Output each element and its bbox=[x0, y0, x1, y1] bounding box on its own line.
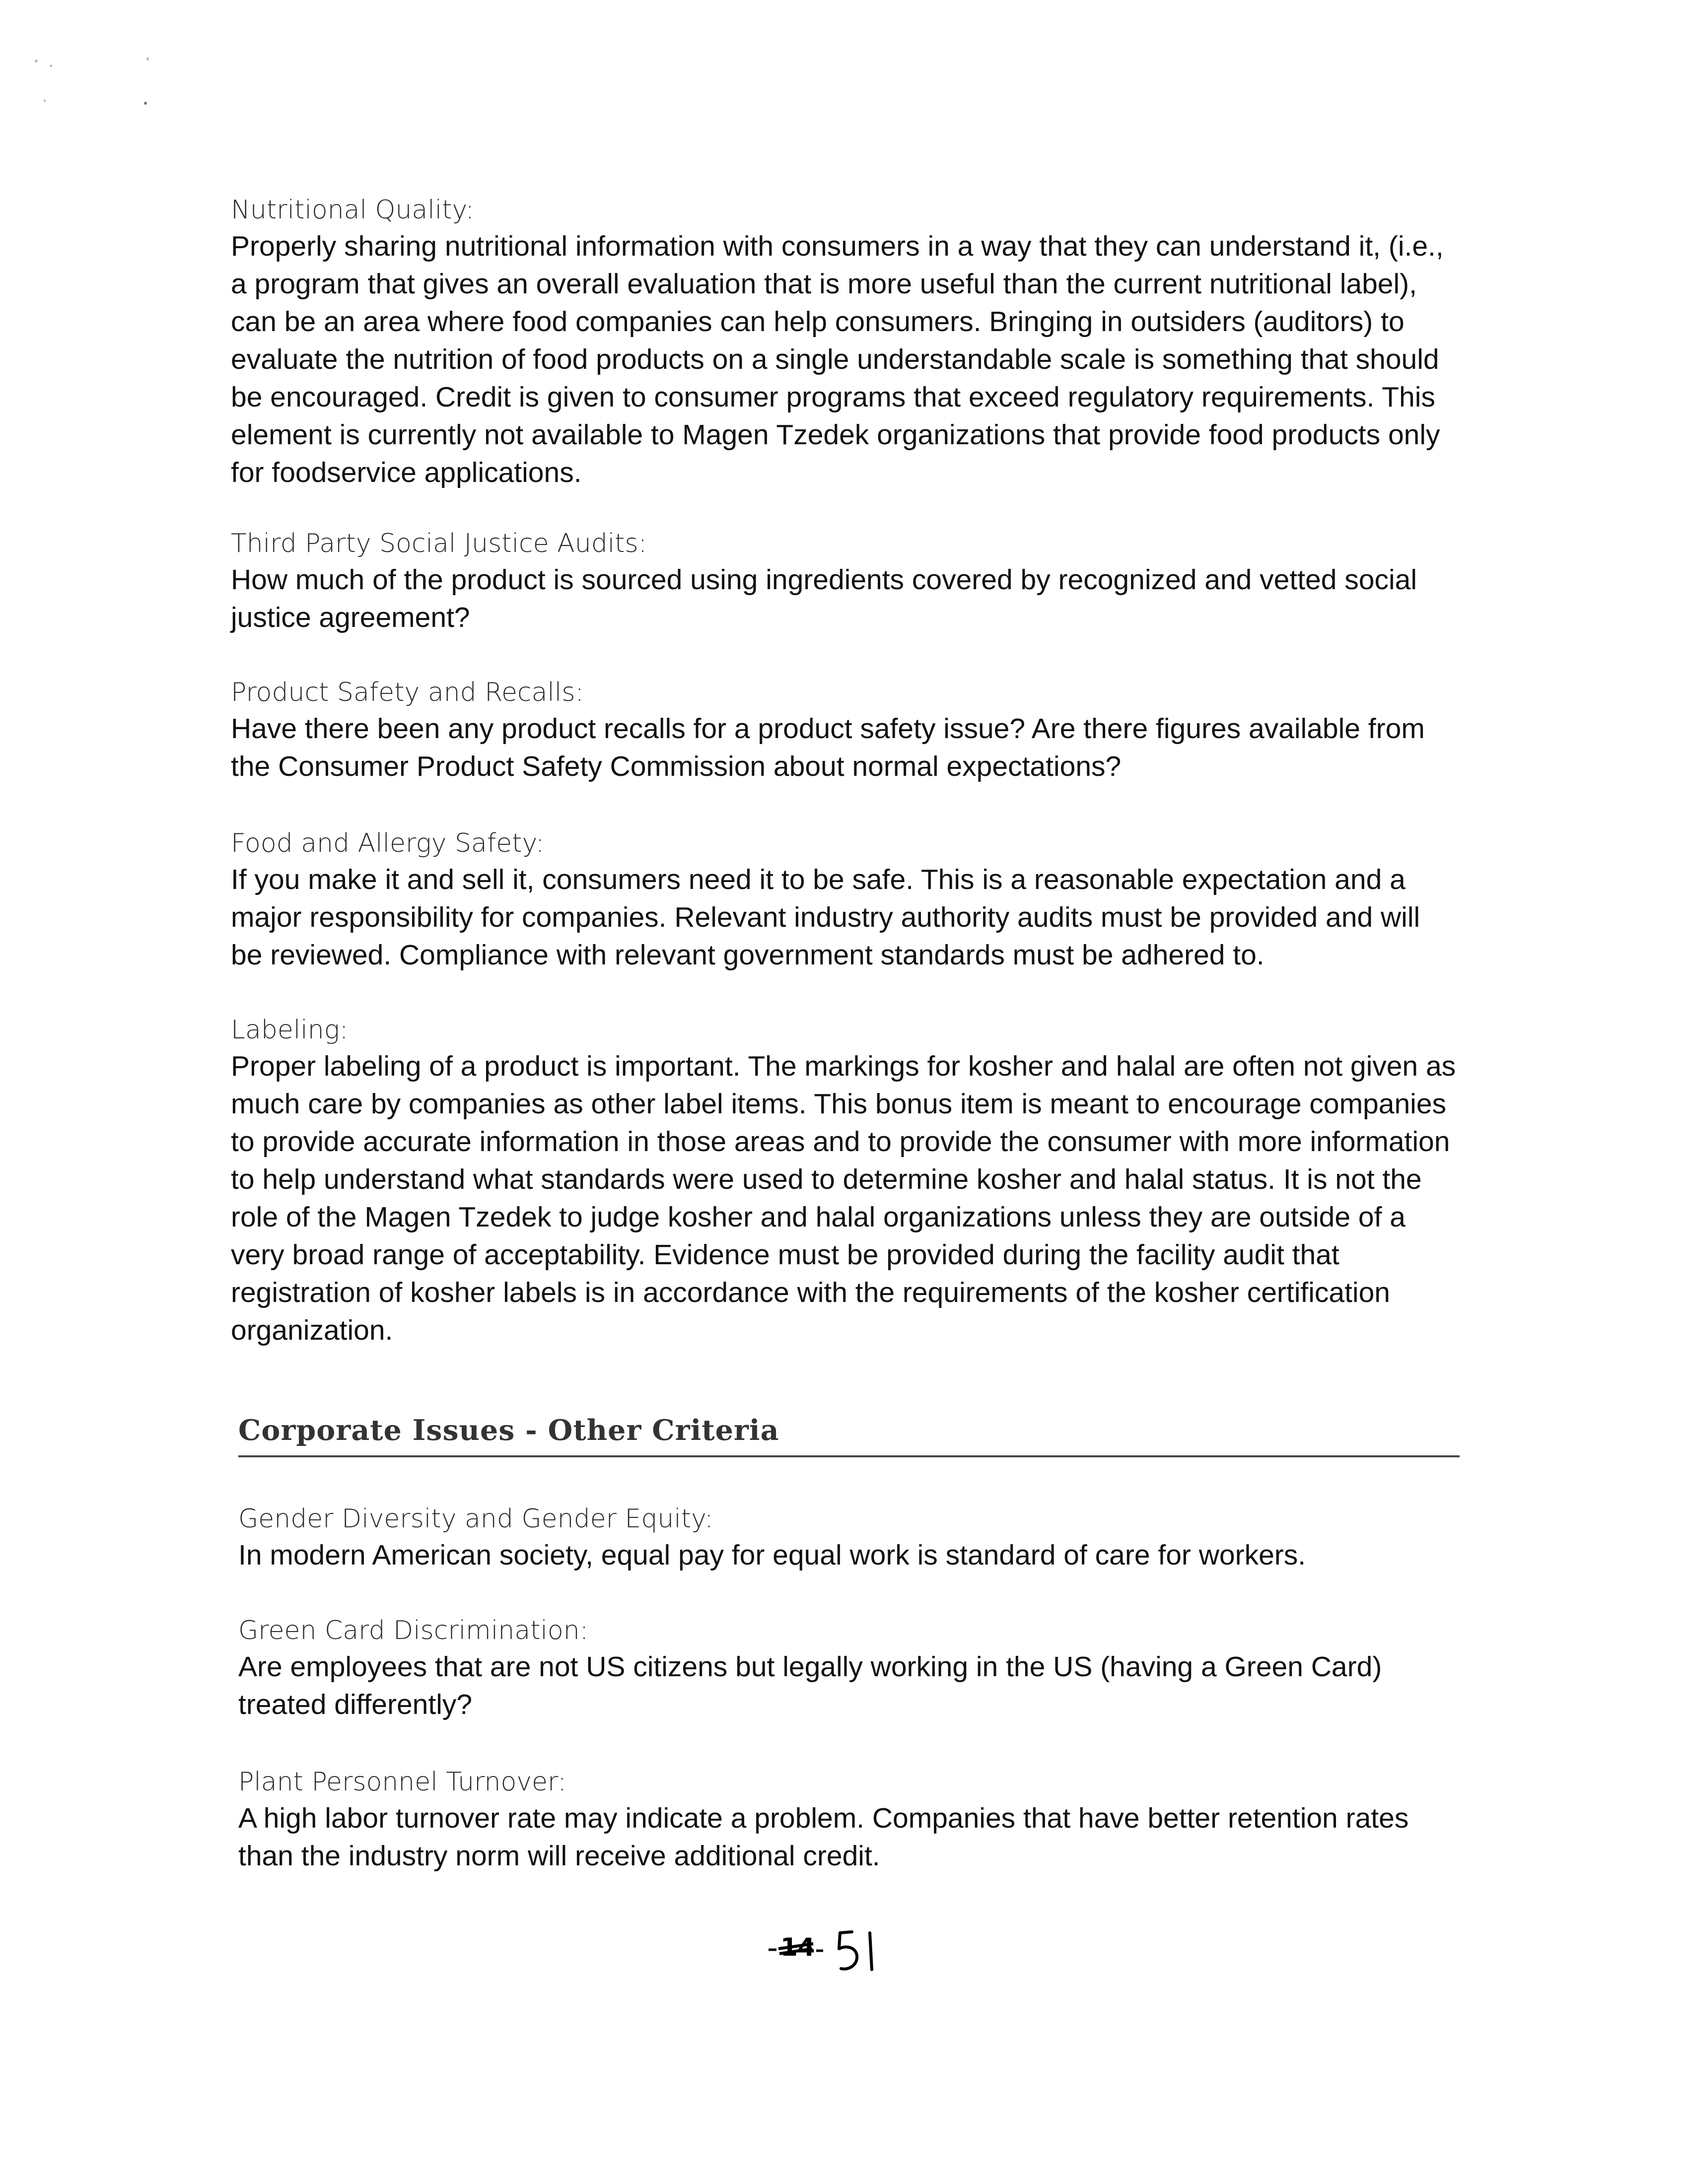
section-heading: Nutritional Quality: bbox=[231, 195, 475, 225]
section-heading: Food and Allergy Safety: bbox=[231, 828, 545, 858]
section-body: Properly sharing nutritional information with consumers in a way that they can understand it, (i.e., a program that gives an overall evaluation that is more useful than the current nutritional label), can be an area where food companies can help consumers. Bringing in outsiders (auditors) to evaluate the nutrition of food products on a single understandable scale is something that should be encouraged. Credit is given to consumer programs that exceed regulatory requirements. This element is currently not available to Magen Tzedek organizations that provide food products only for foodservice applications. bbox=[231, 230, 1444, 488]
section-heading: Labeling: bbox=[231, 1015, 349, 1045]
page-number-handwritten bbox=[839, 1932, 872, 1970]
section-body: Are employees that are not US citizens but legally working in the US (having a Green Card) treated differently? bbox=[238, 1651, 1382, 1720]
scan-specks bbox=[0, 0, 199, 149]
section-gender-diversity bbox=[238, 1502, 1465, 1574]
section-nutritional-quality bbox=[231, 193, 1457, 491]
section-heading: Gender Diversity and Gender Equity: bbox=[238, 1504, 713, 1534]
section-plant-turnover bbox=[238, 1765, 1465, 1875]
section-heading: Plant Personnel Turnover: bbox=[238, 1767, 567, 1797]
section-heading: Third Party Social Justice Audits: bbox=[231, 529, 647, 558]
section-body: How much of the product is sourced using ingredients covered by recognized and vetted social justice agreement? bbox=[231, 564, 1417, 633]
section-labeling bbox=[231, 1013, 1457, 1349]
section-third-party-audits bbox=[231, 526, 1457, 636]
section-body: In modern American society, equal pay for equal work is standard of care for workers. bbox=[238, 1539, 1306, 1571]
section-body: Proper labeling of a product is important. The markings for kosher and halal are often not given as much care by companies as other label items. This bonus item is meant to encourage companies to provide accurate information in those areas and to provide the consumer with more information to help understand what standards were used to determine kosher and halal status. It is not the role of the Magen Tzedek to judge kosher and halal organizations unless they are outside of a very broad range of acceptability. Evidence must be provided during the facility audit that registration of kosher labels is in accordance with the requirements of the kosher certification organization. bbox=[231, 1050, 1456, 1346]
section-food-allergy-safety bbox=[231, 826, 1457, 974]
section-heading: Green Card Discrimination: bbox=[238, 1616, 589, 1645]
section-body: A high labor turnover rate may indicate a problem. Companies that have better retention rates than the industry norm will receive additional credit. bbox=[238, 1802, 1409, 1872]
page-number bbox=[755, 1921, 904, 1980]
section-body: Have there been any product recalls for a product safety issue? Are there figures available from the Consumer Product Safety Commission about normal expectations? bbox=[231, 713, 1425, 782]
section-body: If you make it and sell it, consumers need it to be safe. This is a reasonable expectation and a major responsibility for companies. Relevant industry authority audits must be provided and will be reviewed. Compliance with relevant government standards must be adhered to. bbox=[231, 864, 1420, 971]
corporate-issues-header bbox=[238, 1410, 1460, 1457]
corporate-issues-title: Corporate Issues - Other Criteria bbox=[238, 1414, 779, 1447]
page-number-struck: 14 bbox=[780, 1933, 815, 1962]
section-product-safety bbox=[231, 675, 1457, 785]
section-heading: Product Safety and Recalls: bbox=[231, 678, 584, 707]
section-green-card bbox=[238, 1613, 1465, 1723]
